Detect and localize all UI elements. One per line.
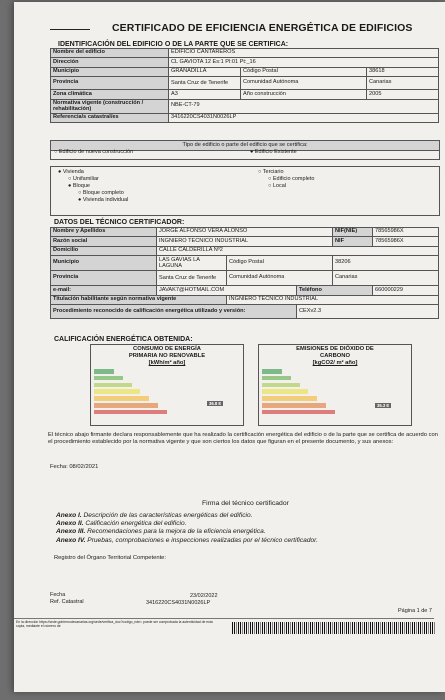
address-value: CL GAVIOTA 12 Es:1 Pl:01 Pt:_16 — [169, 58, 439, 67]
scale-bar — [94, 383, 132, 388]
climate-zone-label: Zona climática — [51, 90, 169, 99]
postal-code-label: Código Postal — [241, 67, 367, 76]
municipality-label: Municipio — [51, 67, 169, 76]
technician-table — [50, 227, 439, 319]
local-option: ○ Local — [268, 183, 287, 189]
tertiary-option: ○ Terciario — [258, 169, 284, 175]
annex-item: Anexo II. Calificación energética del edificio. — [56, 520, 187, 528]
postal-code-value: 38618 — [367, 67, 439, 76]
barcode-image — [232, 622, 436, 634]
annex-item: Anexo IV. Pruebas, comprobaciones e inspecciones realizadas por el técnico certificador. — [56, 536, 318, 544]
scale-bar — [262, 403, 326, 408]
residential-option: ● Vivienda — [58, 169, 84, 175]
regulation-value: NBE-CT-79 — [169, 99, 439, 113]
scale-bar — [262, 389, 308, 394]
company-value: INGNIERO TECNICO INDUSTRIAL — [157, 237, 333, 246]
new-building-option: ○ Edificio de nueva construcción — [54, 149, 134, 155]
technician-heading: DATOS DEL TÉCNICO CERTIFICADOR: — [54, 219, 185, 226]
province-value: Santa Cruz de Tenerife — [169, 77, 241, 90]
emissions-title: EMISIONES DE DIÓXIDO DE CARBONO [kgCO2/ m² año] — [296, 346, 374, 366]
block-option: ● Bloque — [68, 183, 90, 189]
identification-heading: IDENTIFICACIÓN DEL EDIFICIO O DE LA PARTE QUE SE CERTIFICA: — [58, 41, 289, 48]
page-title: CERTIFICADO DE EFICIENCIA ENERGÉTICA DE EDIFICIOS — [112, 22, 413, 34]
emissions-panel — [258, 344, 412, 426]
declaration-text: El técnico abajo firmante declara responsablemente que ha realizado la certificación energética del edificio o de la parte que se certifica de acuerdo con el procedimiento establecido por la normativa vigente y que son ciertos los datos que figuran en el presente documento, y sus anexos: — [48, 432, 438, 445]
scale-bar — [94, 369, 114, 374]
scale-bar — [94, 376, 123, 381]
energy-rating-value: 36.8 E — [209, 401, 222, 406]
certificate-page — [14, 2, 445, 692]
block-complete-option: ○ Bloque completo — [78, 190, 124, 196]
province-label: Provincia — [51, 77, 169, 90]
company-nif-value: 78565986X — [373, 237, 439, 246]
email-label: e-mail: — [51, 286, 157, 295]
footer-ref-label: Ref. Catastral — [50, 599, 84, 605]
tech-address-label: Domicilio — [51, 246, 157, 255]
tech-postal-value: 38206 — [333, 256, 439, 271]
email-value: JAVAK7@HOTMAIL.COM — [157, 286, 297, 295]
tech-community-label: Comunidad Autónoma — [227, 271, 333, 286]
company-label: Razón social — [51, 237, 157, 246]
climate-zone-value: A3 — [169, 90, 241, 99]
footer-date-value: 23/02/2022 — [190, 593, 218, 599]
tech-nif-value: 78565986X — [373, 228, 439, 237]
construction-year-value: 2005 — [367, 90, 439, 99]
cadastral-label: Referencia/s catastral/es — [51, 113, 169, 122]
title-rule — [50, 29, 90, 30]
energy-scale — [94, 369, 239, 421]
individual-dwelling-option: ● Vivienda individual — [78, 197, 129, 203]
footer-date-label: Fecha — [50, 592, 66, 598]
municipality-value: GRANADILLA — [169, 67, 241, 76]
community-value: Canarias — [367, 77, 439, 90]
verification-text: En la dirección https://sede.gobiernodecanarias.org/sede/verifica_doc?codigo_nde= puede ser comprobada la autenticidad de esta copia, mediante el número de — [16, 620, 213, 628]
scale-bar — [94, 389, 140, 394]
regulation-label: Normativa vigente (construcción / rehabilitación) — [51, 99, 169, 113]
tech-municipality-value: LAS GAVIAS LA LAGUNA — [157, 256, 227, 271]
procedure-label: Procedimiento reconocido de calificación energética utilizado y versión: — [51, 304, 297, 318]
single-family-option: ○ Unifamiliar — [68, 176, 99, 182]
scale-bar — [262, 396, 317, 401]
scale-bar — [262, 376, 291, 381]
page-number: Página 1 de 7 — [398, 608, 432, 614]
rating-heading: CALIFICACIÓN ENERGÉTICA OBTENIDA: — [54, 336, 193, 343]
community-label: Comunidad Autónoma — [241, 77, 367, 90]
annex-item: Anexo III. Recomendaciones para la mejora de la eficiencia energética. — [56, 528, 266, 536]
cadastral-value: 3416220CS4031N0026LP — [169, 113, 439, 122]
tech-postal-label: Código Postal — [227, 256, 333, 271]
phone-label: Teléfono — [297, 286, 373, 295]
registry-label: Registro del Órgano Territorial Competente: — [54, 555, 167, 561]
tech-name-value: JORGE ALFONSO VERA ALONSO — [157, 228, 333, 237]
building-name-label: Nombre del edificio — [51, 49, 169, 58]
scale-bar — [262, 410, 335, 415]
tech-nif-label: NIF(NIE) — [333, 228, 373, 237]
scale-bar — [94, 410, 167, 415]
emissions-rating-value: 36.3 E — [377, 403, 390, 408]
tech-province-value: Santa Cruz de Tenerife — [157, 271, 227, 286]
signature-label: Firma del técnico certificador — [202, 500, 289, 507]
scale-bar — [94, 396, 149, 401]
qualification-value: INGNIERO TECNICO INDUSTRIAL — [227, 295, 439, 304]
energy-consumption-panel — [90, 344, 244, 426]
phone-value: 660000229 — [373, 286, 439, 295]
building-type-heading: Tipo de edificio o parte del edificio que se certifica: — [51, 141, 439, 151]
qualification-label: Titulación habilitante según normativa vigente — [51, 295, 227, 304]
procedure-value: CEXv2.3 — [297, 304, 439, 318]
tech-municipality-label: Municipio — [51, 256, 157, 271]
company-nif-label: NIF — [333, 237, 373, 246]
address-label: Dirección — [51, 58, 169, 67]
identification-table — [50, 48, 439, 123]
tech-name-label: Nombre y Apellidos — [51, 228, 157, 237]
footer-rule — [14, 618, 434, 619]
scale-bar — [94, 403, 158, 408]
footer-ref-value: 3416220CS4031N0026LP — [146, 600, 211, 606]
energy-consumption-title: CONSUMO DE ENERGÍA PRIMARIA NO RENOVABLE [kWh/m² año] — [128, 346, 206, 366]
scale-bar — [262, 383, 300, 388]
construction-year-label: Año construcción — [241, 90, 367, 99]
emissions-scale — [262, 369, 407, 421]
scale-bar — [262, 369, 282, 374]
tech-community-value: Canarias — [333, 271, 439, 286]
existing-building-option: ● Edificio Existente — [250, 149, 297, 155]
tech-address-value: CALLE CALDERILLA Nº2 — [157, 246, 439, 255]
whole-building-option: ○ Edificio completo — [268, 176, 315, 182]
annex-item: Anexo I. Descripción de las características energéticas del edificio. — [56, 512, 253, 519]
building-name-value: EDIFICIO CANTAREROS — [169, 49, 439, 58]
declaration-date: Fecha: 08/02/2021 — [50, 464, 99, 470]
annex-list — [56, 512, 318, 545]
tech-province-label: Provincia — [51, 271, 157, 286]
